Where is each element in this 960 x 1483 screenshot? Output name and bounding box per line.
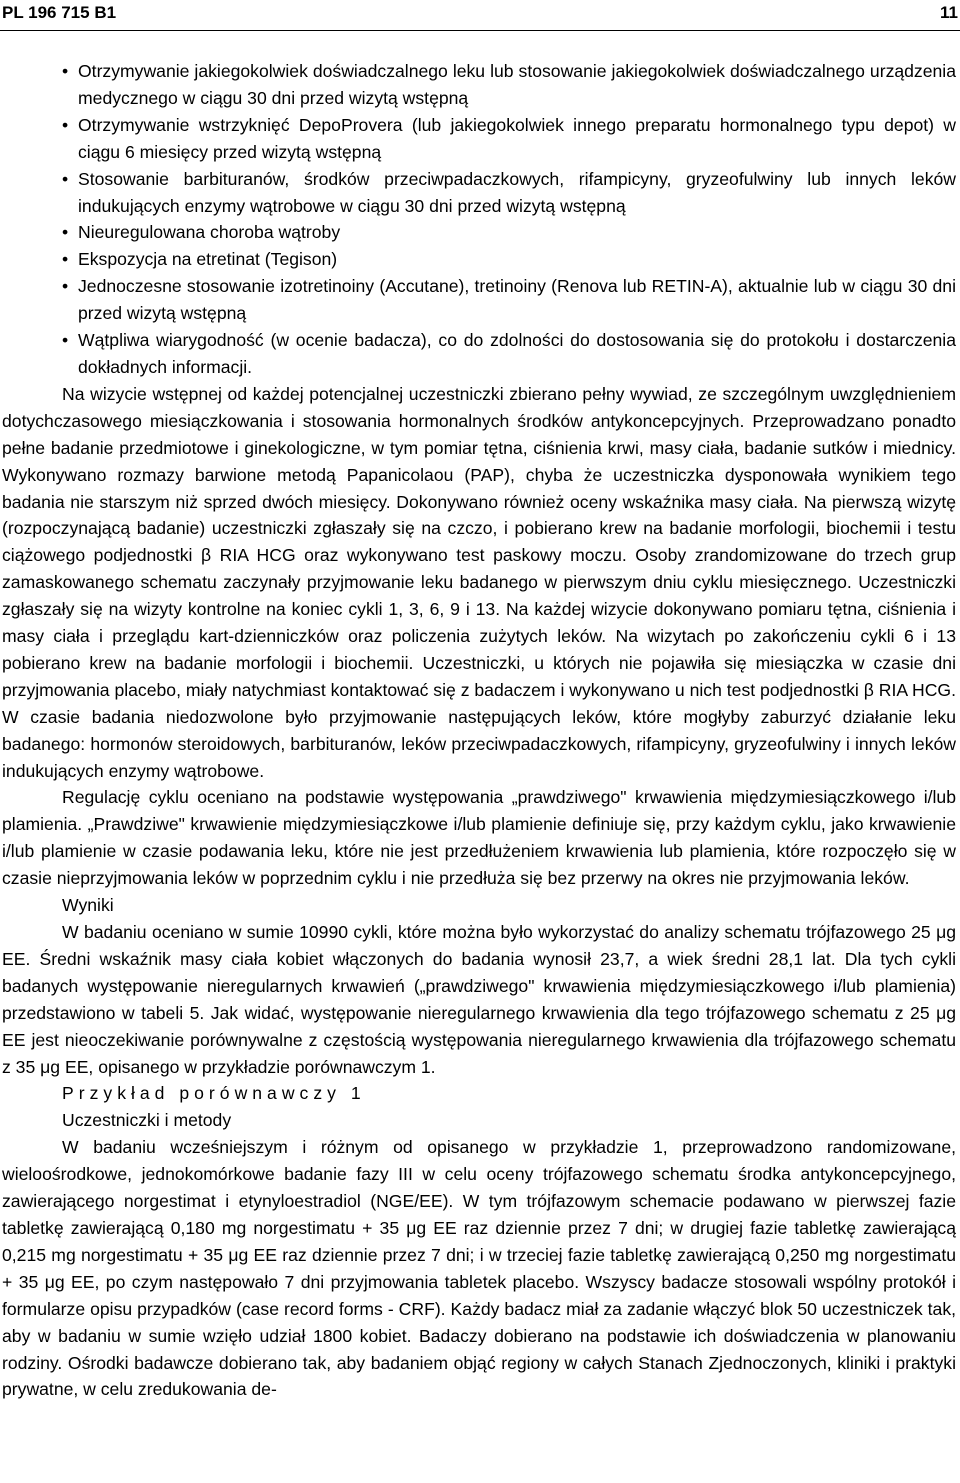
- bullet-icon: •: [62, 222, 69, 243]
- list-item: [2, 246, 956, 273]
- paragraph-results: W badaniu oceniano w sumie 10990 cykli, które można było wykorzystać do analizy schematu trójfazowego 25 μg EE. Średni wskaźnik masy ciała kobiet włączonych do badania wynosił 23,7, a wiek średni 28,1 lat. Dla tych cykli badanych występowanie nieregularnych krwawień („prawdziwego" krwawienia międzymiesiączkowego i/lub plamienia) przedstawiono w tabeli 5. Jak widać, występowanie nieregularnego krwawienia dla tego trójfazowego schematu z 25 μg EE jest nieoczekiwanie porównywalne z częstością występowania nieregularnego krwawienia dla trójfazowego schematu z 35 μg EE, opisanego w przykładzie porównawczym 1.: [2, 922, 956, 1077]
- list-item-text: Ekspozycja na etretinat (Tegison): [78, 249, 338, 270]
- list-item-text: Otrzymywanie jakiegokolwiek doświadczalnego leku lub stosowanie jakiegokolwiek doświadczalnego urządzenia medycznego w ciągu 30 dni przed wizytą wstępną: [78, 61, 956, 108]
- list-item: [2, 327, 956, 381]
- list-item: [2, 273, 956, 327]
- list-item: [2, 112, 956, 166]
- section-heading-comparative-example: Przykład porównawczy 1: [62, 1083, 366, 1104]
- list-item: [2, 58, 956, 112]
- list-item: [2, 219, 956, 246]
- list-item-text: Otrzymywanie wstrzyknięć DepoProvera (lub jakiegokolwiek innego preparatu hormonalnego typu depot) w ciągu 6 miesięcy przed wizytą wstępną: [78, 114, 956, 162]
- bullet-icon: •: [62, 61, 69, 81]
- list-item-text: Stosowanie barbituranów, środków przeciwpadaczkowych, rifampicyny, gryzeofulwiny lub innych leków indukujących enzymy wątrobowe w ciągu 30 dni przed wizytą wstępną: [78, 168, 956, 216]
- bullet-icon: •: [62, 168, 69, 189]
- bullet-icon: •: [62, 249, 69, 270]
- page-header: [0, 0, 960, 31]
- page-number: 11: [940, 3, 958, 22]
- bullet-icon: •: [62, 330, 69, 351]
- paragraph-earlier-study: W badaniu wcześniejszym i różnym od opisanego w przykładzie 1, przeprowadzono randomizowane, wieloośrodkowe, jednokomórkowe badanie fazy III w celu oceny trójfazowego schematu środka antykoncepcyjnego, zawierającego norgestimat i etynyloestradiol (NGE/EE). W tym trójfazowym schemacie podawano w pierwszej fazie tabletkę zawierającą 0,180 mg norgestimatu + 35 μg EE raz dziennie przez 7 dni; w drugiej fazie tabletkę zawierającą 0,215 mg norgestimatu + 35 μg EE raz dziennie przez 7 dni; i w trzeciej fazie tabletkę zawierającą 0,250 mg norgestimatu + 35 μg EE, po czym następowało 7 dni przyjmowania tabletek placebo. Wszyscy badacze stosowali wspólny protokół i formularze opisu przypadków (case record forms - CRF). Każdy badacz miał za zadanie włączyć blok 50 uczestniczek tak, aby w badaniu w sumie wzięło udział 1800 kobiet. Badaczy dobierano na podstawie ich doświadczenia w planowaniu rodziny. Ośrodki badawcze dobierano tak, aby badaniem objąć regiony w całych Stanach Zjednoczonych, kliniki i praktyki prywatne, w celu zredukowania de-: [2, 1137, 956, 1400]
- section-heading-participants-methods: Uczestniczki i metody: [62, 1110, 232, 1131]
- bullet-icon: •: [62, 114, 69, 135]
- list-item-text: Jednoczesne stosowanie izotretinoiny (Accutane), tretinoiny (Renova lub RETIN-A), aktualnie lub w ciągu 30 dni przed wizytą wstępną: [78, 276, 956, 324]
- bullet-icon: •: [62, 276, 69, 297]
- section-heading-results: Wyniki: [62, 895, 114, 916]
- exclusion-criteria-list: [2, 58, 956, 381]
- list-item-text: Wątpliwa wiarygodność (w ocenie badacza), co do zdolności do dostosowania się do protokołu i dostarczenia dokładnych informacji.: [78, 330, 956, 377]
- patent-number: PL 196 715 B1: [2, 3, 117, 22]
- paragraph-cycle-regulation: Regulację cyklu oceniano na podstawie występowania „prawdziwego" krwawienia międzymiesiączkowego i/lub plamienia. „Prawdziwe" krwawienie międzymiesiączkowe i/lub plamienie definiuje się, przy każdym cyklu, jako krwawienie i/lub plamienie w czasie podawania leku, które nie jest przedłużeniem krwawienia lub plamienia, które rozpoczęło się w czasie nieprzyjmowania leków w poprzednim cyklu i nie przedłuża się bez przerwy na okres nie przyjmowania leków.: [2, 787, 956, 889]
- list-item: [2, 166, 956, 220]
- list-item-text: Nieuregulowana choroba wątroby: [78, 222, 341, 243]
- document-body: [2, 58, 956, 1403]
- paragraph-initial-visit: Na wizycie wstępnej od każdej potencjalnej uczestniczki zbierano pełny wywiad, ze szczególnym uwzględnieniem dotychczasowego miesiączkowania i stosowania hormonalnych środków antykoncepcyjnych. Przeprowadzano ponadto pełne badanie przedmiotowe i ginekologiczne, w tym pomiar tętna, ciśnienia krwi, masy ciała, badanie sutków i miednicy. Wykonywano rozmazy barwione metodą Papanicolaou (PAP), chyba że uczestniczka dysponowała wynikiem tego badania nie starszym niż sprzed dwóch miesięcy. Dokonywano również oceny wskaźnika masy ciała. Na pierwszą wizytę (rozpoczynającą badanie) uczestniczki zgłaszały się na czczo, i pobierano krew na badanie morfologii, biochemii i testu ciążowego podjednostki β RIA HCG oraz wykonywano test paskowy moczu. Osoby zrandomizowane do trzech grup zamaskowanego schematu zaczynały przyjmowanie leku badanego w pierwszym dniu cyklu miesięcznego. Uczestniczki zgłaszały się na wizyty kontrolne na koniec cykli 1, 3, 6, 9 i 13. Na każdej wizycie dokonywano pomiaru tętna, ciśnienia i masy ciała i przeglądu kart-dzienniczków oraz policzenia zużytych leków. Na wizytach po zakończeniu cykli 6 i 13 pobierano krew na badanie morfologii i biochemii. Uczestniczki, u których nie pojawiła się miesiączka w czasie dni przyjmowania placebo, miały natychmiast kontaktować się z badaczem i wykonywano u nich test podjednostki β RIA HCG. W czasie badania niedozwolone było przyjmowanie następujących leków, które mogłyby zaburzyć działanie leku badanego: hormonów steroidowych, barbituranów, leków przeciwpadaczkowych, rifampicyny, gryzeofulwiny i innych leków indukujących enzymy wątrobowe.: [2, 383, 956, 781]
